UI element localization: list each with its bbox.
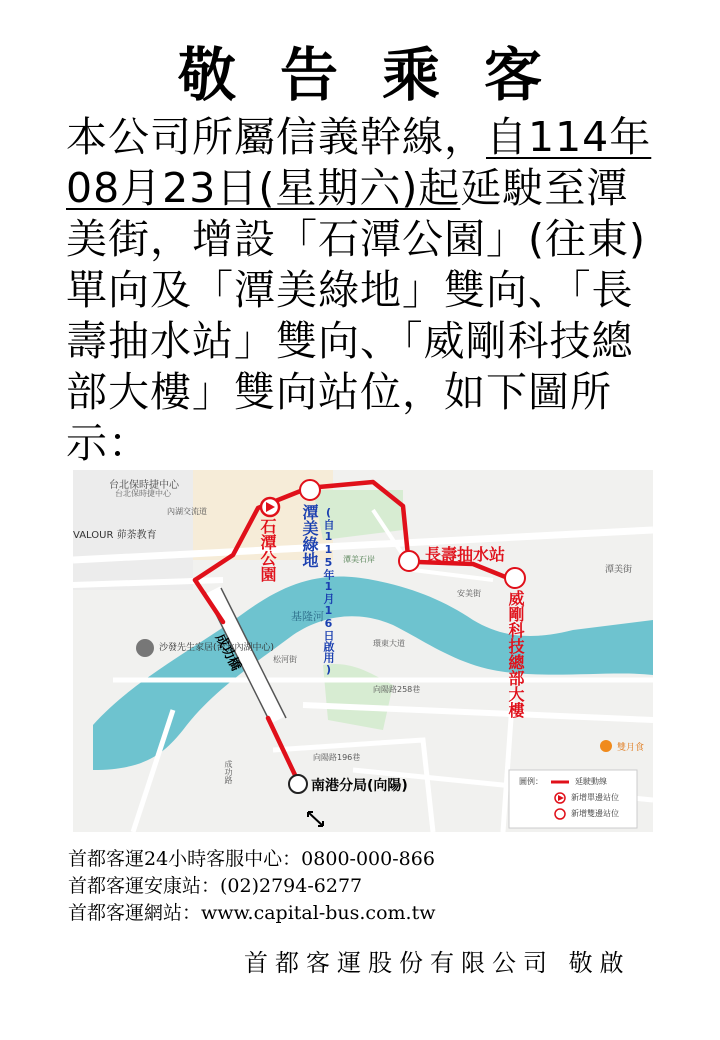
- label-shafa: 沙發先生家居(台北內湖中心): [159, 643, 275, 653]
- label-tanmei-note: (自115年1月16日啟用): [322, 506, 335, 676]
- label-stop-tanmei: 潭美綠地: [300, 504, 319, 568]
- label-road-anmei: 安美街: [457, 589, 481, 598]
- label-bridge: 成功橋: [212, 631, 244, 674]
- contact-station: 首都客運安康站：(02)2794-6277: [68, 875, 363, 897]
- notice-effective-date: 自114年08月23日(星期六)起: [66, 113, 652, 212]
- stop-tanmei-marker: [300, 480, 320, 500]
- notice-text-before: 本公司所屬信義幹線，: [66, 113, 486, 161]
- stop-nangang-marker: [289, 775, 307, 793]
- label-mrt-sub: 台北保時捷中心: [115, 489, 171, 498]
- label-stop-adata: 威剛科技總部大樓: [506, 590, 525, 718]
- label-valour: VALOUR 茆荼教育: [73, 530, 157, 541]
- contact-website: 首都客運網站：www.capital-bus.com.tw: [68, 902, 436, 924]
- label-stop-nangang: 南港分局(向陽): [311, 778, 408, 794]
- legend-two-way: 新增雙邊站位: [571, 809, 619, 818]
- shafa-avatar: [136, 639, 154, 657]
- label-river: 基隆河: [291, 610, 324, 623]
- contact-info: [68, 846, 435, 927]
- label-park: 潭美石岸: [343, 555, 375, 564]
- label-road-tanmei: 潭美街: [605, 565, 633, 575]
- stop-changshou-marker: [399, 551, 419, 571]
- store-pin: [600, 740, 612, 752]
- label-road-xiangyang196: 向陽路196巷: [313, 753, 361, 762]
- legend-label: 圖例：: [519, 777, 543, 786]
- stop-adata-marker: [505, 568, 525, 588]
- label-road-xiangyang: 向陽路258巷: [373, 685, 421, 694]
- legend-route: 延駛動線: [575, 777, 607, 786]
- label-store: 雙月食: [617, 743, 645, 753]
- notice-title: 敬告乘客: [177, 41, 586, 109]
- label-stop-changshou: 長壽抽水站: [425, 545, 506, 564]
- label-road-huandong: 環東大道: [373, 639, 405, 648]
- label-mrt: 台北保時捷中心: [109, 480, 179, 491]
- label-stop-shitan: 石潭公園: [258, 518, 277, 582]
- notice-text-after: 延駛至潭美街，增設「石潭公園」(往東)單向及「潭美綠地」雙向、「長壽抽水站」雙向、「威剛科技總部大樓」雙向站位，如下圖所示：: [66, 164, 646, 467]
- route-map: [73, 470, 653, 832]
- legend-one-way: 新增單邊站位: [571, 793, 619, 802]
- label-interchange: 內湖交流道: [167, 507, 207, 516]
- notice-body: [66, 112, 666, 469]
- label-road-chenggong: 成功路: [224, 760, 233, 784]
- label-road-songhe: 松河街: [273, 655, 297, 664]
- signature: 首都客運股份有限公司 敬啟: [244, 949, 631, 977]
- contact-hotline: 首都客運24小時客服中心：0800-000-866: [68, 848, 435, 870]
